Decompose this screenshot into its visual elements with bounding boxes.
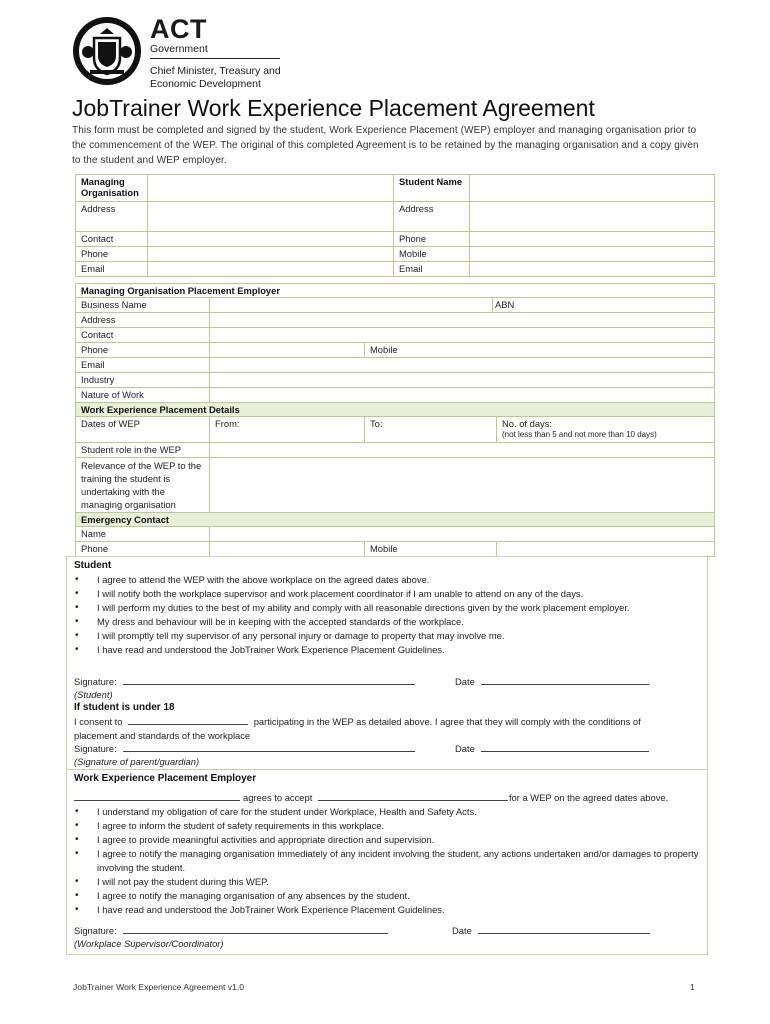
to-label: To: — [370, 418, 383, 429]
guardian-signature-line[interactable] — [123, 742, 415, 752]
employer-section-heading: Work Experience Placement Employer — [74, 773, 257, 784]
employer-date-row — [452, 924, 650, 938]
employer-phone-field[interactable] — [210, 343, 365, 358]
org-student-table — [75, 174, 715, 277]
accepted-student-line[interactable] — [318, 791, 508, 801]
no-of-days-label: No. of days: — [502, 418, 553, 429]
consent-prefix: I consent to — [74, 716, 123, 727]
employer-name-line[interactable] — [74, 791, 240, 801]
no-of-days-field[interactable] — [497, 417, 715, 443]
intro-paragraph: This form must be completed and signed by the student, Work Experience Placement (WEP) employer and managing organisation prior to the commencement of the WEP. The original of this completed Agreement is to be retained by the managing organisation and a copy given to the student and WEP employer. — [72, 125, 699, 166]
managing-org-field[interactable] — [148, 175, 394, 202]
student-date-label: Date — [455, 676, 475, 687]
employer-accept-line — [74, 791, 668, 805]
employer-signature-line[interactable] — [123, 924, 388, 934]
employer-mobile-label: Mobile — [365, 343, 715, 358]
page-title: JobTrainer Work Experience Placement Agreement — [72, 95, 595, 121]
nature-of-work-label: Nature of Work — [76, 388, 210, 403]
from-label: From: — [215, 418, 240, 429]
org-address-field[interactable] — [148, 202, 394, 232]
student-address-field[interactable] — [470, 202, 715, 232]
consent-suffix: participating in the WEP as detailed above. I agree that they will comply with the conditions of — [253, 716, 641, 727]
student-date-line[interactable] — [481, 675, 649, 685]
org-contact-label: Contact — [76, 232, 148, 247]
student-bullet: • I will perform my duties to the best of my ability and comply with all reasonable directions given by the work placement employer. — [74, 601, 700, 615]
agrees-to-accept-text: agrees to accept — [243, 792, 313, 803]
guardian-date-line[interactable] — [481, 742, 649, 752]
student-signature-row — [74, 675, 415, 689]
abn-label: ABN — [493, 298, 715, 313]
student-address-label: Address — [394, 202, 470, 232]
department-line-1: Chief Minister, Treasury and — [150, 65, 281, 77]
student-heading: Student — [74, 560, 112, 571]
industry-label: Industry — [76, 373, 210, 388]
guardian-date-label: Date — [455, 743, 475, 754]
relevance-label: Relevance of the WEP to the training the student is undertaking with the managing organisation — [76, 458, 210, 513]
employer-date-label: Date — [452, 925, 472, 936]
brand-government: Government — [150, 43, 208, 55]
emergency-phone-field[interactable] — [210, 542, 365, 557]
student-name-label: Student Name — [394, 175, 470, 202]
department-name — [150, 65, 310, 91]
employer-contact-field[interactable] — [210, 328, 715, 343]
employer-bullet: • I agree to notify the managing organisation of any absences by the student. — [74, 889, 700, 903]
student-date-row — [455, 675, 649, 689]
consent-line-2: placement and standards of the workplace — [74, 730, 251, 741]
guardian-caption: (Signature of parent/guardian) — [74, 756, 200, 767]
guardian-signature-row — [74, 742, 415, 756]
student-email-label: Email — [394, 262, 470, 277]
student-mobile-label: Mobile — [394, 247, 470, 262]
employer-bullet-list — [74, 805, 700, 917]
emergency-name-label: Name — [76, 527, 210, 542]
employer-email-field[interactable] — [210, 358, 715, 373]
emergency-mobile-label: Mobile — [365, 542, 497, 557]
employer-caption: (Workplace Supervisor/Coordinator) — [74, 938, 224, 949]
employer-bullet: • I agree to inform the student of safety requirements in this workplace. — [74, 819, 700, 833]
for-wep-text: for a WEP on the agreed dates above. — [508, 792, 669, 803]
business-name-field[interactable] — [210, 298, 493, 313]
student-name-field[interactable] — [470, 175, 715, 202]
header-divider — [150, 58, 280, 59]
employer-email-label: Email — [76, 358, 210, 373]
student-signature-label: Signature: — [74, 676, 117, 687]
org-phone-field[interactable] — [148, 247, 394, 262]
emergency-phone-label: Phone — [76, 542, 210, 557]
days-note: (not less than 5 and not more than 10 days) — [502, 430, 657, 439]
employer-details-table — [75, 283, 715, 557]
org-email-label: Email — [76, 262, 148, 277]
student-phone-field[interactable] — [470, 232, 715, 247]
student-caption: (Student) — [74, 689, 113, 700]
department-line-2: Economic Development — [150, 78, 261, 90]
student-bullet: • I agree to attend the WEP with the above workplace on the agreed dates above. — [74, 573, 700, 587]
student-role-field[interactable] — [210, 443, 715, 458]
act-coat-of-arms-icon — [72, 16, 142, 86]
guardian-signature-label: Signature: — [74, 743, 117, 754]
employer-bullet: • I agree to notify the managing organisation immediately of any incident involving the student, any actions undertaken and/or damages to property involving the student. — [74, 847, 700, 875]
emergency-mobile-field[interactable] — [497, 542, 715, 557]
from-field[interactable] — [210, 417, 365, 443]
guardian-date-row — [455, 742, 649, 756]
industry-field[interactable] — [210, 373, 715, 388]
employer-heading: Managing Organisation Placement Employer — [76, 284, 715, 298]
employer-signature-row — [74, 924, 388, 938]
student-role-label: Student role in the WEP — [76, 443, 210, 458]
relevance-field[interactable] — [210, 458, 715, 513]
student-mobile-field[interactable] — [470, 247, 715, 262]
dates-of-wep-label: Dates of WEP — [76, 417, 210, 443]
brand-act: ACT — [150, 14, 207, 44]
employer-phone-label: Phone — [76, 343, 210, 358]
student-bullet: • I have read and understood the JobTrainer Work Experience Placement Guidelines. — [74, 643, 700, 657]
student-bullet: • My dress and behaviour will be in keeping with the accepted standards of the workplace. — [74, 615, 700, 629]
nature-of-work-field[interactable] — [210, 388, 715, 403]
employer-bullet: • I agree to provide meaningful activities and appropriate direction and supervision. — [74, 833, 700, 847]
org-address-label: Address — [76, 202, 148, 232]
wep-details-heading: Work Experience Placement Details — [76, 403, 715, 417]
emergency-contact-heading: Emergency Contact — [76, 513, 715, 527]
student-bullet: • I will promptly tell my supervisor of any personal injury or damage to property that may involve me. — [74, 629, 700, 643]
employer-address-field[interactable] — [210, 313, 715, 328]
emergency-name-field[interactable] — [210, 527, 715, 542]
student-signature-line[interactable] — [123, 675, 415, 685]
to-field[interactable] — [365, 417, 497, 443]
employer-bullet: • I have read and understood the JobTrainer Work Experience Placement Guidelines. — [74, 903, 700, 917]
consent-student-name-line[interactable] — [128, 715, 248, 725]
student-phone-label: Phone — [394, 232, 470, 247]
business-name-label: Business Name — [76, 298, 210, 313]
org-phone-label: Phone — [76, 247, 148, 262]
student-email-field[interactable] — [470, 262, 715, 277]
employer-signature-label: Signature: — [74, 925, 117, 936]
consent-line-1 — [74, 715, 641, 729]
student-bullet-list — [74, 573, 700, 657]
student-bullet: • I will notify both the workplace supervisor and work placement coordinator if I am unable to attend on any of the days. — [74, 587, 700, 601]
under-18-heading: If student is under 18 — [74, 702, 175, 713]
footer-page-number: 1 — [690, 982, 695, 992]
employer-address-label: Address — [76, 313, 210, 328]
footer-document-name: JobTrainer Work Experience Agreement v1.0 — [73, 982, 245, 992]
employer-bullet: • I will not pay the student during this WEP. — [74, 875, 700, 889]
org-contact-field[interactable] — [148, 232, 394, 247]
org-email-field[interactable] — [148, 262, 394, 277]
managing-org-label: Managing Organisation — [76, 175, 148, 202]
employer-date-line[interactable] — [478, 924, 650, 934]
employer-bullet: • I understand my obligation of care for the student under Workplace, Health and Safety Acts. — [74, 805, 700, 819]
employer-contact-label: Contact — [76, 328, 210, 343]
